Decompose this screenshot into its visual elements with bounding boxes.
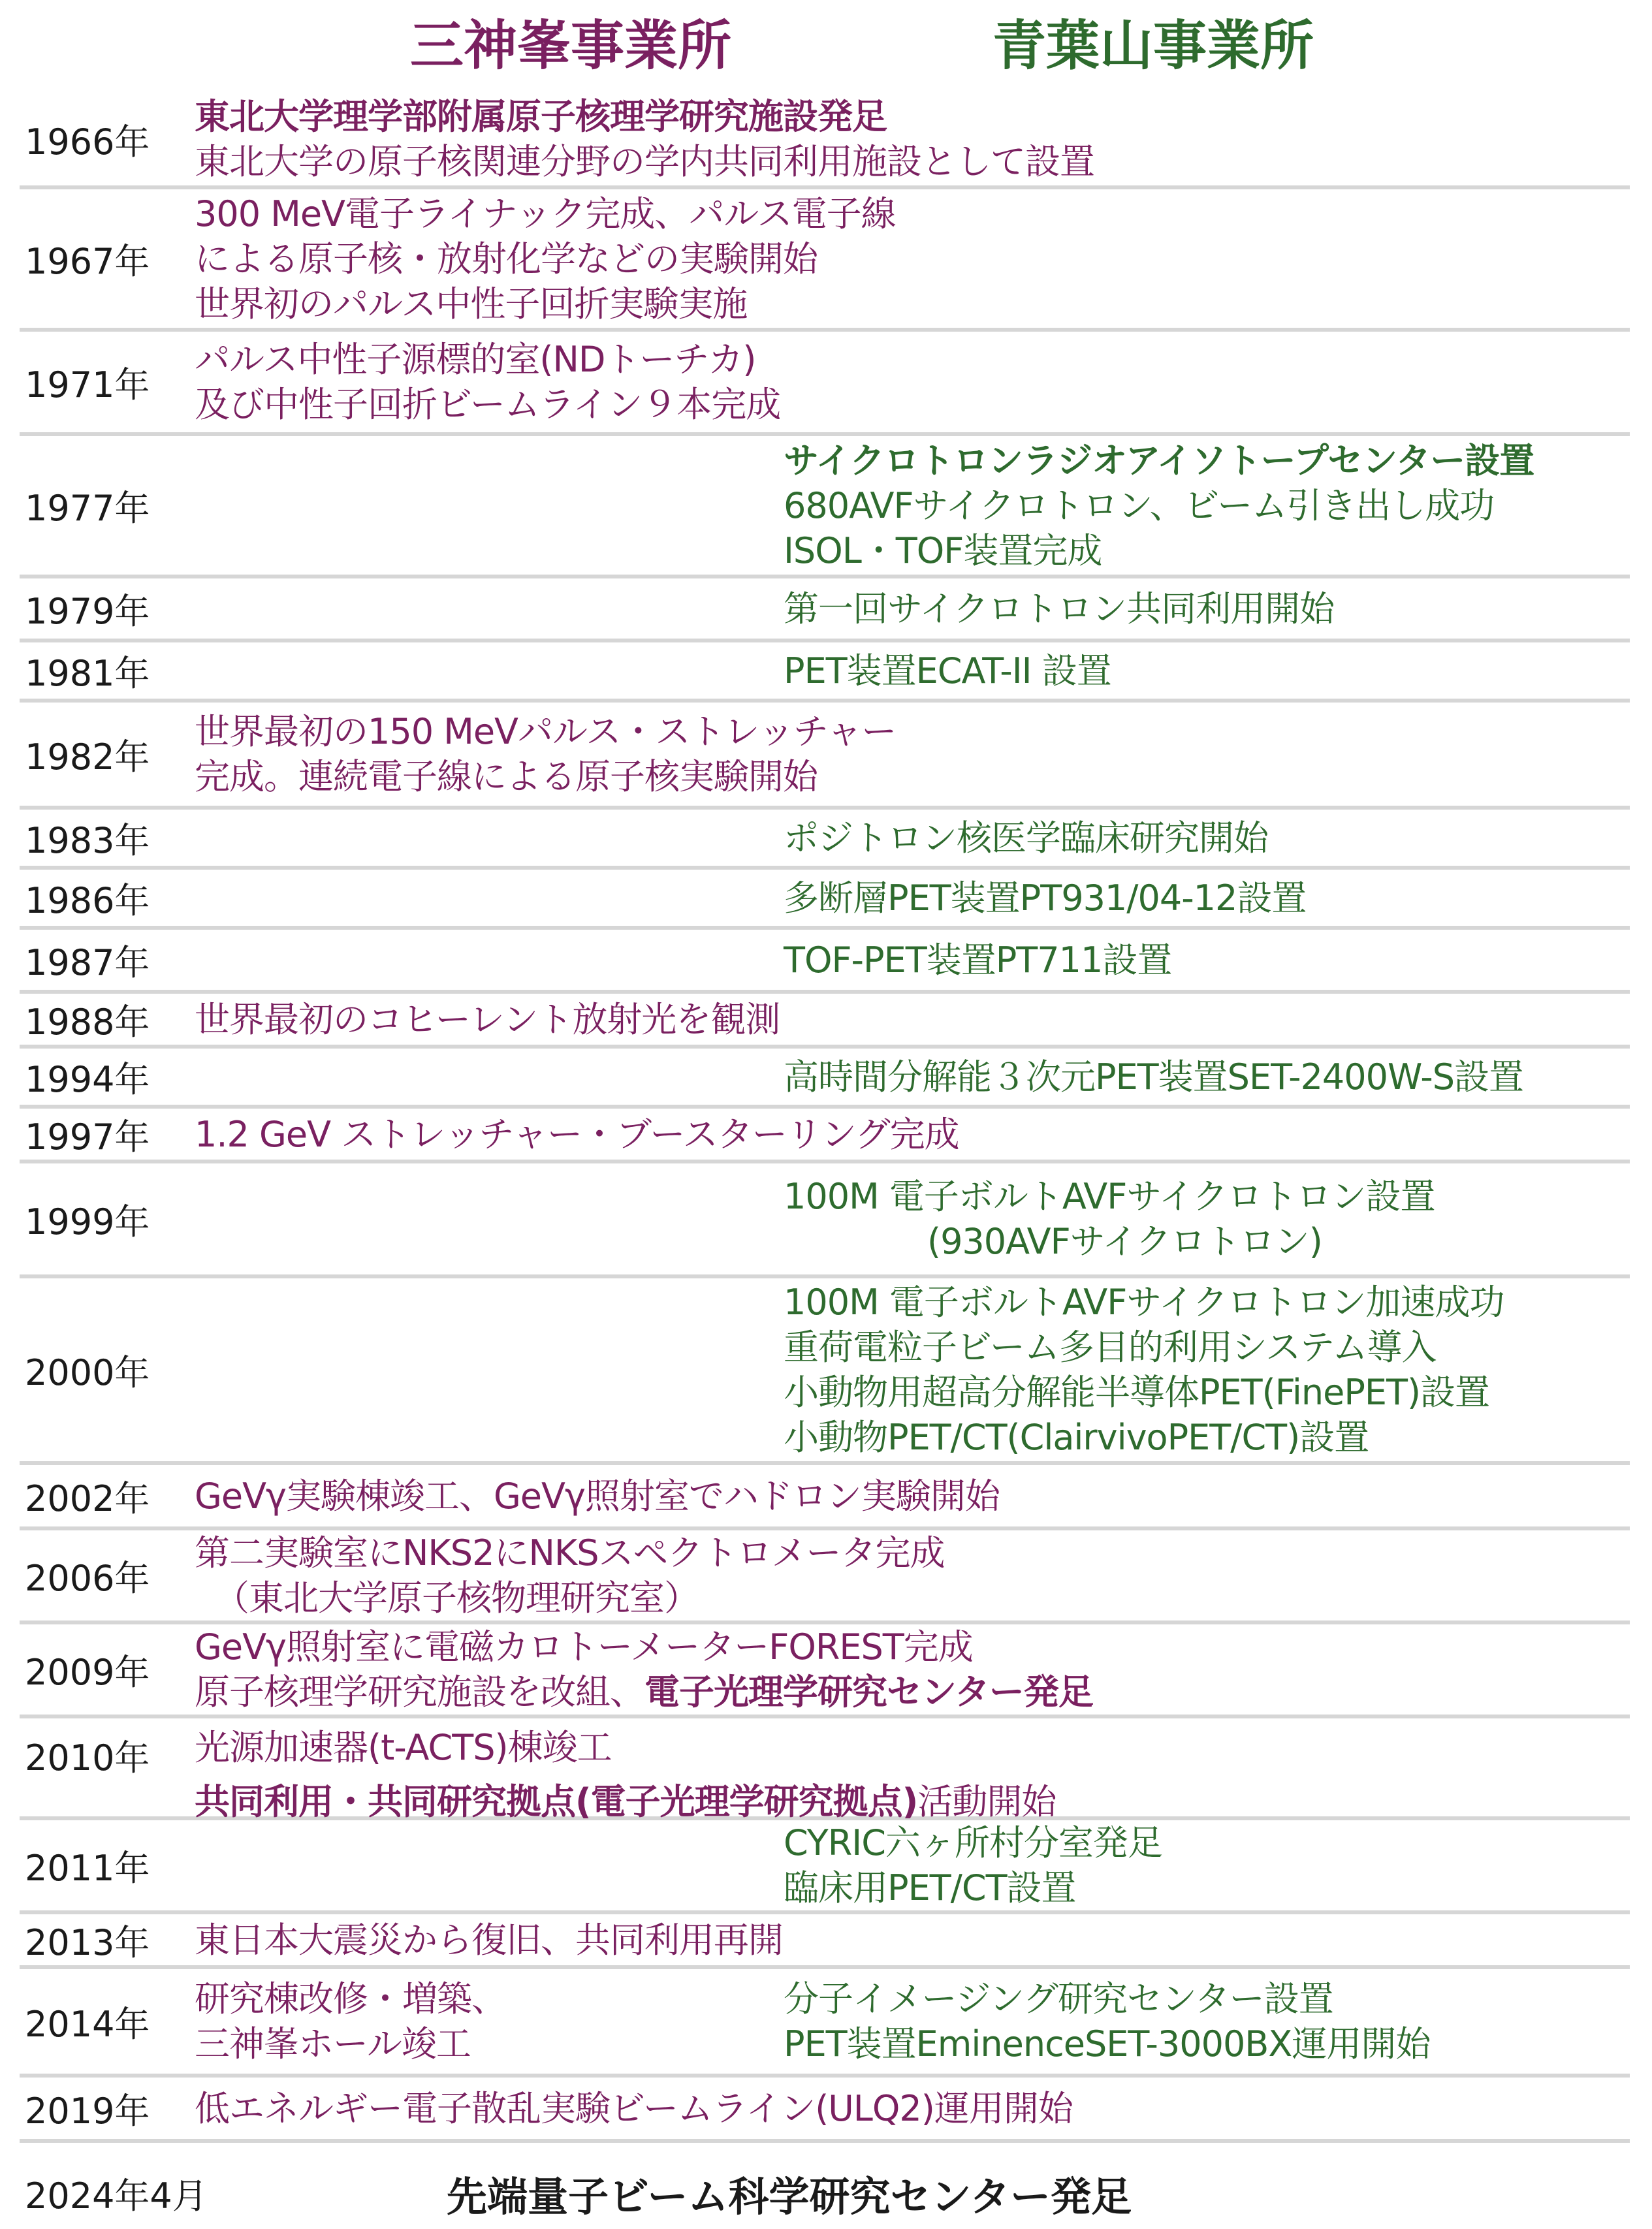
year-label: 2014年 — [25, 2003, 150, 2045]
mikamine-events — [195, 1465, 1000, 1526]
event-line: 重荷電粒子ビーム多目的利用システム導入 — [784, 1327, 1437, 1368]
event-line: 680AVFサイクロトロン、ビーム引き出し成功 — [784, 484, 1495, 526]
event-line: PET装置ECAT-II 設置 — [784, 650, 1111, 691]
event-line — [195, 1669, 1093, 1715]
year-label: 2009年 — [25, 1651, 150, 1693]
aobayama-events — [784, 1278, 1504, 1461]
timeline-row-2002 — [20, 1465, 1630, 1530]
event-line: による原子核・放射化学などの実験開始 — [195, 238, 818, 279]
event-line: 第一回サイクロトロン共同利用開始 — [784, 588, 1335, 629]
mikamine-events — [195, 1530, 945, 1620]
year-label: 1999年 — [25, 1201, 150, 1242]
aobayama-events — [784, 436, 1534, 575]
year-label: 2011年 — [25, 1847, 150, 1889]
year-label: 2019年 — [25, 2090, 150, 2132]
aobayama-events — [784, 1163, 1435, 1274]
timeline-row-1977 — [20, 436, 1630, 578]
aobayama-events — [784, 578, 1334, 639]
header-mikamine: 三神峯事業所 — [410, 15, 732, 77]
event-line: 第二実験室にNKS2にNKSスペクトロメータ完成 — [195, 1532, 945, 1573]
timeline-row-1999 — [20, 1163, 1630, 1278]
timeline-row-2013 — [20, 1914, 1630, 1969]
year-label: 1983年 — [25, 819, 150, 861]
year-label: 1982年 — [25, 736, 150, 778]
event-line: (930AVFサイクロトロン) — [927, 1221, 1322, 1262]
year-label: 1981年 — [25, 652, 150, 694]
event-line: 世界最初の150 MeVパルス・ストレッチャー — [195, 711, 897, 752]
mikamine-events — [195, 1718, 1056, 1822]
event-line: （東北大学原子核物理研究室） — [214, 1577, 699, 1619]
event-text: 原子核理学研究施設を改組、 — [195, 1671, 644, 1713]
year-label: 1966年 — [25, 121, 150, 163]
header-aobayama: 青葉山事業所 — [993, 15, 1314, 77]
timeline-row-1982 — [20, 703, 1630, 810]
timeline-row-1983 — [20, 810, 1630, 870]
year-label: 1979年 — [25, 590, 150, 632]
event-line: 完成。連続電子線による原子核実験開始 — [195, 756, 818, 797]
timeline-row-2011 — [20, 1820, 1630, 1914]
timeline-row-1966 — [20, 93, 1630, 189]
timeline-row-1994 — [20, 1049, 1630, 1109]
timeline-row-2000 — [20, 1278, 1630, 1465]
timeline-row-1971 — [20, 332, 1630, 436]
event-line: 東日本大震災から復旧、共同利用再開 — [195, 1919, 783, 1961]
event-line: 分子イメージング研究センター設置 — [784, 1978, 1333, 2019]
timeline-row-1987 — [20, 930, 1630, 994]
timeline-row-2024 — [20, 2164, 1630, 2222]
mikamine-events — [195, 1914, 783, 1965]
aobayama-events — [784, 870, 1306, 926]
event-line: 東北大学の原子核関連分野の学内共同利用施設として設置 — [195, 141, 1094, 182]
event-line: PET装置EminenceSET-3000BX運用開始 — [784, 2023, 1431, 2064]
timeline-row-2014 — [20, 1969, 1630, 2078]
timeline-row-2009 — [20, 1624, 1630, 1718]
year-label: 1967年 — [25, 240, 150, 282]
event-line: 多断層PET装置PT931/04-12設置 — [784, 877, 1307, 919]
event-line: 及び中性子回折ビームライン９本完成 — [195, 384, 781, 425]
mikamine-events — [195, 994, 780, 1045]
year-label: 1987年 — [25, 941, 150, 983]
event-line: ポジトロン核医学臨床研究開始 — [784, 817, 1268, 859]
mikamine-events — [195, 332, 780, 432]
year-label: 2006年 — [25, 1557, 150, 1599]
event-line: パルス中性子源標的室(NDトーチカ) — [195, 339, 756, 380]
event-line: GeVγ照射室に電磁カロトーメーターFOREST完成 — [195, 1626, 973, 1668]
timeline-row-2006 — [20, 1530, 1630, 1624]
event-line: CYRIC六ヶ所村分室発足 — [784, 1822, 1162, 1863]
event-line: 1.2 GeV ストレッチャー・ブースターリング完成 — [195, 1113, 959, 1155]
mikamine-events — [195, 1624, 1093, 1715]
timeline-table — [20, 93, 1630, 2143]
event-line — [195, 1779, 1056, 1824]
aobayama-events — [784, 1049, 1523, 1105]
event-line: 100M 電子ボルトAVFサイクロトロン加速成功 — [784, 1282, 1504, 1323]
event-text: 活動開始 — [917, 1781, 1056, 1822]
event-line: 臨床用PET/CT設置 — [784, 1867, 1076, 1908]
timeline-row-1988 — [20, 994, 1630, 1049]
year-label: 1994年 — [25, 1058, 150, 1100]
year-label: 2013年 — [25, 1921, 150, 1963]
event-line: 三神峯ホール竣工 — [195, 2023, 471, 2064]
year-label: 1997年 — [25, 1116, 150, 1158]
event-line: 300 MeV電子ライナック完成、パルス電子線 — [195, 193, 896, 234]
event-line: サイクロトロンラジオアイソトープセンター設置 — [784, 439, 1534, 481]
event-line: ISOL・TOF装置完成 — [784, 530, 1102, 571]
timeline-row-1979 — [20, 578, 1630, 642]
event-line: TOF-PET装置PT711設置 — [784, 939, 1172, 981]
timeline-row-2019 — [20, 2078, 1630, 2143]
event-line: 研究棟改修・増築、 — [195, 1978, 506, 2019]
timeline-row-1967 — [20, 189, 1630, 332]
timeline-row-1981 — [20, 642, 1630, 703]
mikamine-events — [195, 2078, 1073, 2139]
aobayama-events — [784, 1820, 1162, 1910]
event-line: GeVγ実験棟竣工、GeVγ照射室でハドロン実験開始 — [195, 1475, 1000, 1517]
year-label: 1971年 — [25, 364, 150, 405]
event-line: 光源加速器(t-ACTS)棟竣工 — [195, 1727, 612, 1768]
year-label: 2000年 — [25, 1352, 150, 1393]
aobayama-events — [784, 642, 1111, 699]
mikamine-events — [195, 1109, 959, 1160]
aobayama-events — [784, 930, 1171, 990]
event-line: 高時間分解能３次元PET装置SET-2400W-S設置 — [784, 1056, 1523, 1098]
event-line: 世界初のパルス中性子回折実験実施 — [195, 283, 748, 324]
timeline-row-1986 — [20, 870, 1630, 930]
mikamine-events — [195, 1969, 506, 2074]
timeline-row-2010 — [20, 1718, 1630, 1820]
year-label: 2002年 — [25, 1478, 150, 1519]
year-label: 2010年 — [25, 1737, 150, 1778]
center-founding-text: 電子光理学研究センター発足 — [644, 1671, 1093, 1713]
mikamine-events — [195, 703, 896, 806]
joint-use-text: 共同利用・共同研究拠点(電子光理学研究拠点) — [195, 1781, 918, 1822]
center-founding-2024: 先端量子ビーム科学研究センター発足 — [447, 2172, 1132, 2221]
year-label: 1977年 — [25, 487, 150, 529]
event-line: 小動物用超高分解能半導体PET(FinePET)設置 — [784, 1372, 1490, 1413]
event-line: 低エネルギー電子散乱実験ビームライン(ULQ2)運用開始 — [195, 2087, 1073, 2129]
mikamine-events — [195, 189, 896, 328]
event-line: 100M 電子ボルトAVFサイクロトロン設置 — [784, 1176, 1435, 1217]
aobayama-events — [784, 1969, 1430, 2074]
aobayama-events — [784, 810, 1268, 866]
event-line: 小動物PET/CT(ClairvivoPET/CT)設置 — [784, 1417, 1369, 1458]
event-line: 世界最初のコヒーレント放射光を観測 — [195, 998, 780, 1040]
event-line: 東北大学理学部附属原子核理学研究施設発足 — [195, 96, 887, 137]
timeline-row-1997 — [20, 1109, 1630, 1163]
year-label: 1988年 — [25, 1001, 150, 1043]
year-label: 1986年 — [25, 879, 150, 921]
mikamine-events — [195, 93, 1094, 185]
year-label: 2024年4月 — [25, 2175, 208, 2217]
